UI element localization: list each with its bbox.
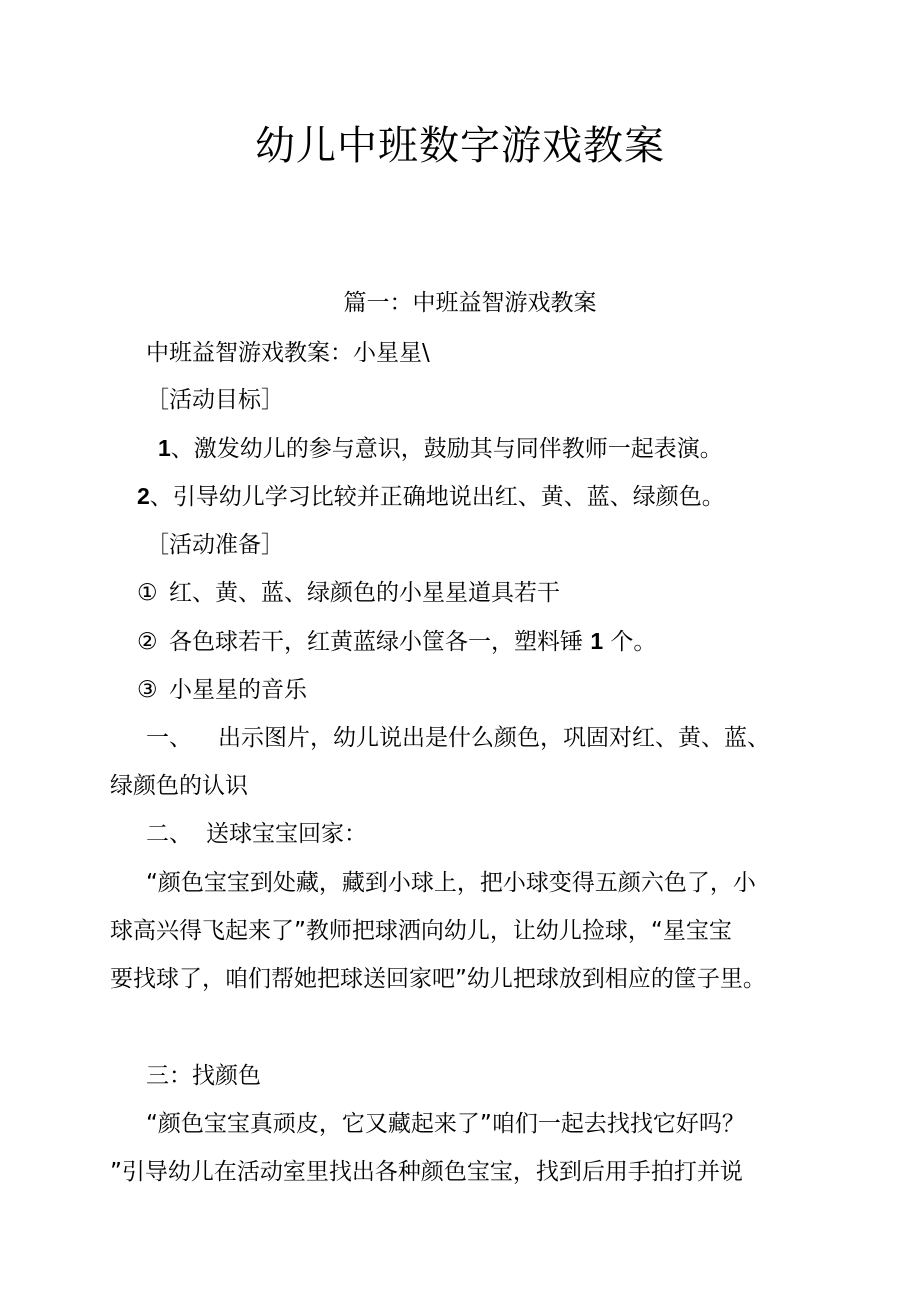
step3-paragraph-line1: “颜色宝宝真顽皮，它又藏起来了”咱们一起去找找它好吗？ <box>146 1111 745 1137</box>
step2-paragraph-line1: “颜色宝宝到处藏，藏到小球上，把小球变得五颜六色了，小 <box>146 870 756 896</box>
step2-paragraph-line2: 球高兴得飞起来了”教师把球洒向幼儿，让幼儿捡球，“星宝宝 <box>110 918 732 944</box>
circled-number-marker: ② <box>137 629 158 655</box>
step2-paragraph-line3: 要找球了，咱们帮她把球送回家吧”幼儿把球放到相应的筐子里。 <box>110 966 766 992</box>
circled-number-marker: ① <box>137 580 158 606</box>
prep-item-2 <box>137 624 656 659</box>
section-title: 篇一：中班益智游戏教案 <box>343 290 597 316</box>
step3-paragraph-line2: ”引导幼儿在活动室里找出各种颜色宝宝，找到后用手拍打并说 <box>110 1159 743 1185</box>
goal-number: 2 <box>137 483 150 509</box>
step1-text-line1: 出示图片，幼儿说出是什么颜色，巩固对红、黄、蓝、 <box>218 725 770 751</box>
circled-number-marker: ③ <box>137 677 158 703</box>
prep-item-number: 1 <box>590 628 604 654</box>
prep-item-text: 红、黄、蓝、绿颜色的小星星道具若干 <box>169 580 560 606</box>
prep-heading: ［活动准备］ <box>146 532 284 558</box>
prep-item-text: 小星星的音乐 <box>169 677 307 703</box>
prep-item-3 <box>137 673 307 707</box>
goal-text: 、引导幼儿学习比较并正确地说出红、黄、蓝、绿颜色。 <box>149 484 725 510</box>
goal-item-2 <box>137 479 725 514</box>
prep-item-1 <box>137 576 560 610</box>
step3-heading: 三：找颜色 <box>146 1063 261 1089</box>
goal-item-1 <box>158 431 723 466</box>
lesson-subtitle: 中班益智游戏教案：小星星\ <box>146 340 430 366</box>
document-title: 幼儿中班数字游戏教案 <box>255 123 665 169</box>
prep-item-text-end: 个。 <box>610 629 657 655</box>
goal-text: 、激发幼儿的参与意识，鼓励其与同伴教师一起表演。 <box>170 436 723 462</box>
step2-marker: 二、 <box>146 821 192 847</box>
goals-heading: ［活动目标］ <box>146 387 284 413</box>
goal-number: 1 <box>158 435 171 461</box>
prep-item-text: 各色球若干，红黄蓝绿小筐各一，塑料锤 <box>169 629 583 655</box>
step1-marker: 一、 <box>146 725 192 751</box>
step1-text-line2: 绿颜色的认识 <box>110 773 248 799</box>
step2-heading: 送球宝宝回家： <box>206 821 367 847</box>
